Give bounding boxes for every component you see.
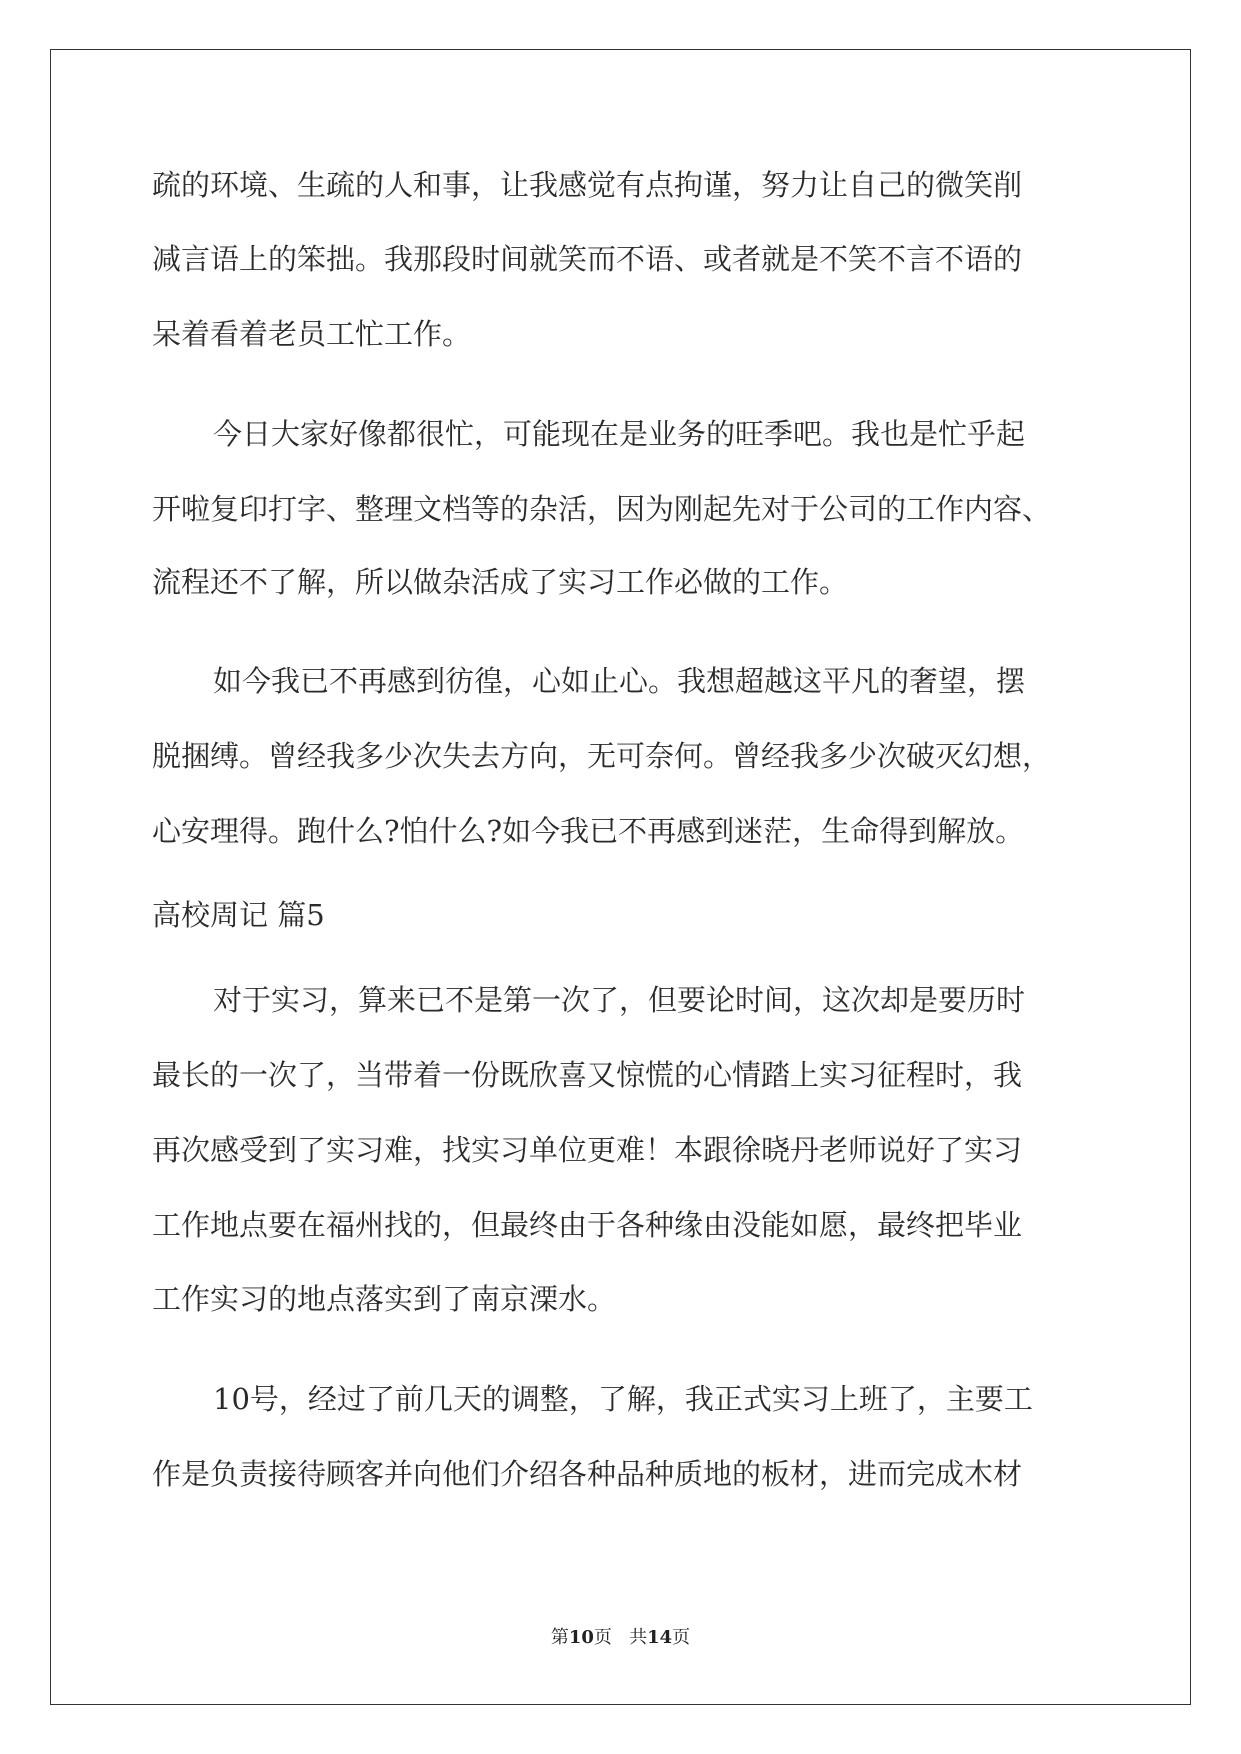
footer-mid: 页 共 xyxy=(593,1627,648,1648)
text-line: 心安理得。跑什么?怕什么?如今我已不再感到迷茫，生命得到解放。 xyxy=(152,814,1025,848)
footer-suffix: 页 xyxy=(672,1627,691,1648)
text-line: 减言语上的笨拙。我那段时间就笑而不语、或者就是不笑不言不语的 xyxy=(152,242,1023,276)
text-line: 今日大家好像都很忙，可能现在是业务的旺季吧。我也是忙乎起 xyxy=(213,417,1026,451)
text-line: 脱捆缚。曾经我多少次失去方向，无可奈何。曾经我多少次破灭幻想， xyxy=(152,739,1052,773)
text-line: 作是负责接待顾客并向他们介绍各种品种质地的板材，进而完成木材 xyxy=(152,1457,1023,1491)
text-line: 再次感受到了实习难，找实习单位更难！本跟徐晓丹老师说好了实习 xyxy=(152,1133,1023,1167)
section-heading: 高校周记 篇5 xyxy=(152,898,325,932)
text-line: 呆着看着老员工忙工作。 xyxy=(152,317,472,351)
text-line: 最长的一次了，当带着一份既欣喜又惊慌的心情踏上实习征程时，我 xyxy=(152,1058,1023,1092)
text-line: 对于实习，算来已不是第一次了，但要论时间，这次却是要历时 xyxy=(213,983,1026,1017)
page-footer xyxy=(0,1625,1241,1651)
total-pages-number: 14 xyxy=(647,1627,673,1648)
text-line: 疏的环境、生疏的人和事，让我感觉有点拘谨，努力让自己的微笑削 xyxy=(152,168,1023,202)
text-line: 工作地点要在福州找的，但最终由于各种缘由没能如愿，最终把毕业 xyxy=(152,1208,1023,1242)
text-line: 10号，经过了前几天的调整，了解，我正式实习上班了，主要工 xyxy=(213,1382,1033,1416)
text-line: 工作实习的地点落实到了南京溧水。 xyxy=(152,1282,617,1316)
text-line: 流程还不了解，所以做杂活成了实习工作必做的工作。 xyxy=(152,565,849,599)
text-line: 如今我已不再感到彷徨，心如止心。我想超越这平凡的奢望，摆 xyxy=(213,664,1026,698)
current-page-number: 10 xyxy=(568,1627,594,1648)
text-line: 开啦复印打字、整理文档等的杂活，因为刚起先对于公司的工作内容、 xyxy=(152,492,1052,526)
footer-prefix: 第 xyxy=(550,1627,569,1648)
